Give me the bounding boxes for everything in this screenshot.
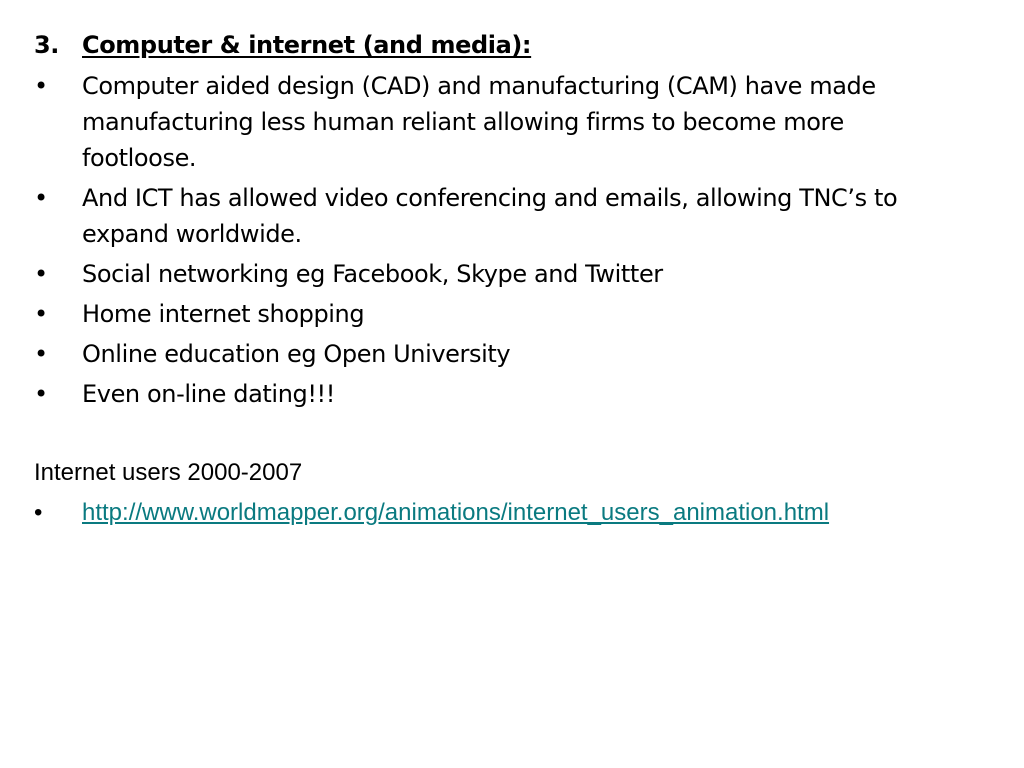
section-heading — [0, 27, 1024, 63]
bullet-marker: • — [34, 260, 48, 288]
list-item — [0, 180, 1024, 252]
bullet-marker: • — [34, 380, 48, 408]
heading-title: Computer & internet (and media): — [82, 31, 532, 59]
bullet-list — [0, 68, 1024, 416]
list-item — [0, 376, 1024, 412]
bullet-text: Even on-line dating!!! — [82, 380, 335, 408]
bullet-text: Home internet shopping — [82, 300, 365, 328]
bullet-text: Computer aided design (CAD) and manufacturing (CAM) have made manufacturing less human reliant allowing firms to become more footloose. — [82, 72, 876, 172]
bullet-marker: • — [34, 72, 48, 100]
bullet-marker: • — [34, 184, 48, 212]
link-row — [0, 496, 1024, 530]
bullet-text: And ICT has allowed video conferencing and emails, allowing TNC’s to expand worldwide. — [82, 184, 898, 248]
list-item — [0, 68, 1024, 176]
bullet-marker: • — [34, 340, 48, 368]
bullet-text: Online education eg Open University — [82, 340, 511, 368]
bullet-marker: • — [34, 300, 48, 328]
worldmapper-link[interactable]: http://www.worldmapper.org/animations/internet_users_animation.html — [82, 499, 830, 526]
list-item — [0, 296, 1024, 332]
internet-users-title: Internet users 2000-2007 — [34, 459, 303, 486]
internet-users-section — [0, 456, 1024, 530]
heading-number: 3. — [34, 31, 60, 59]
bullet-marker: • — [34, 499, 43, 526]
bullet-text: Social networking eg Facebook, Skype and Twitter — [82, 260, 663, 288]
list-item — [0, 256, 1024, 292]
list-item — [0, 336, 1024, 372]
